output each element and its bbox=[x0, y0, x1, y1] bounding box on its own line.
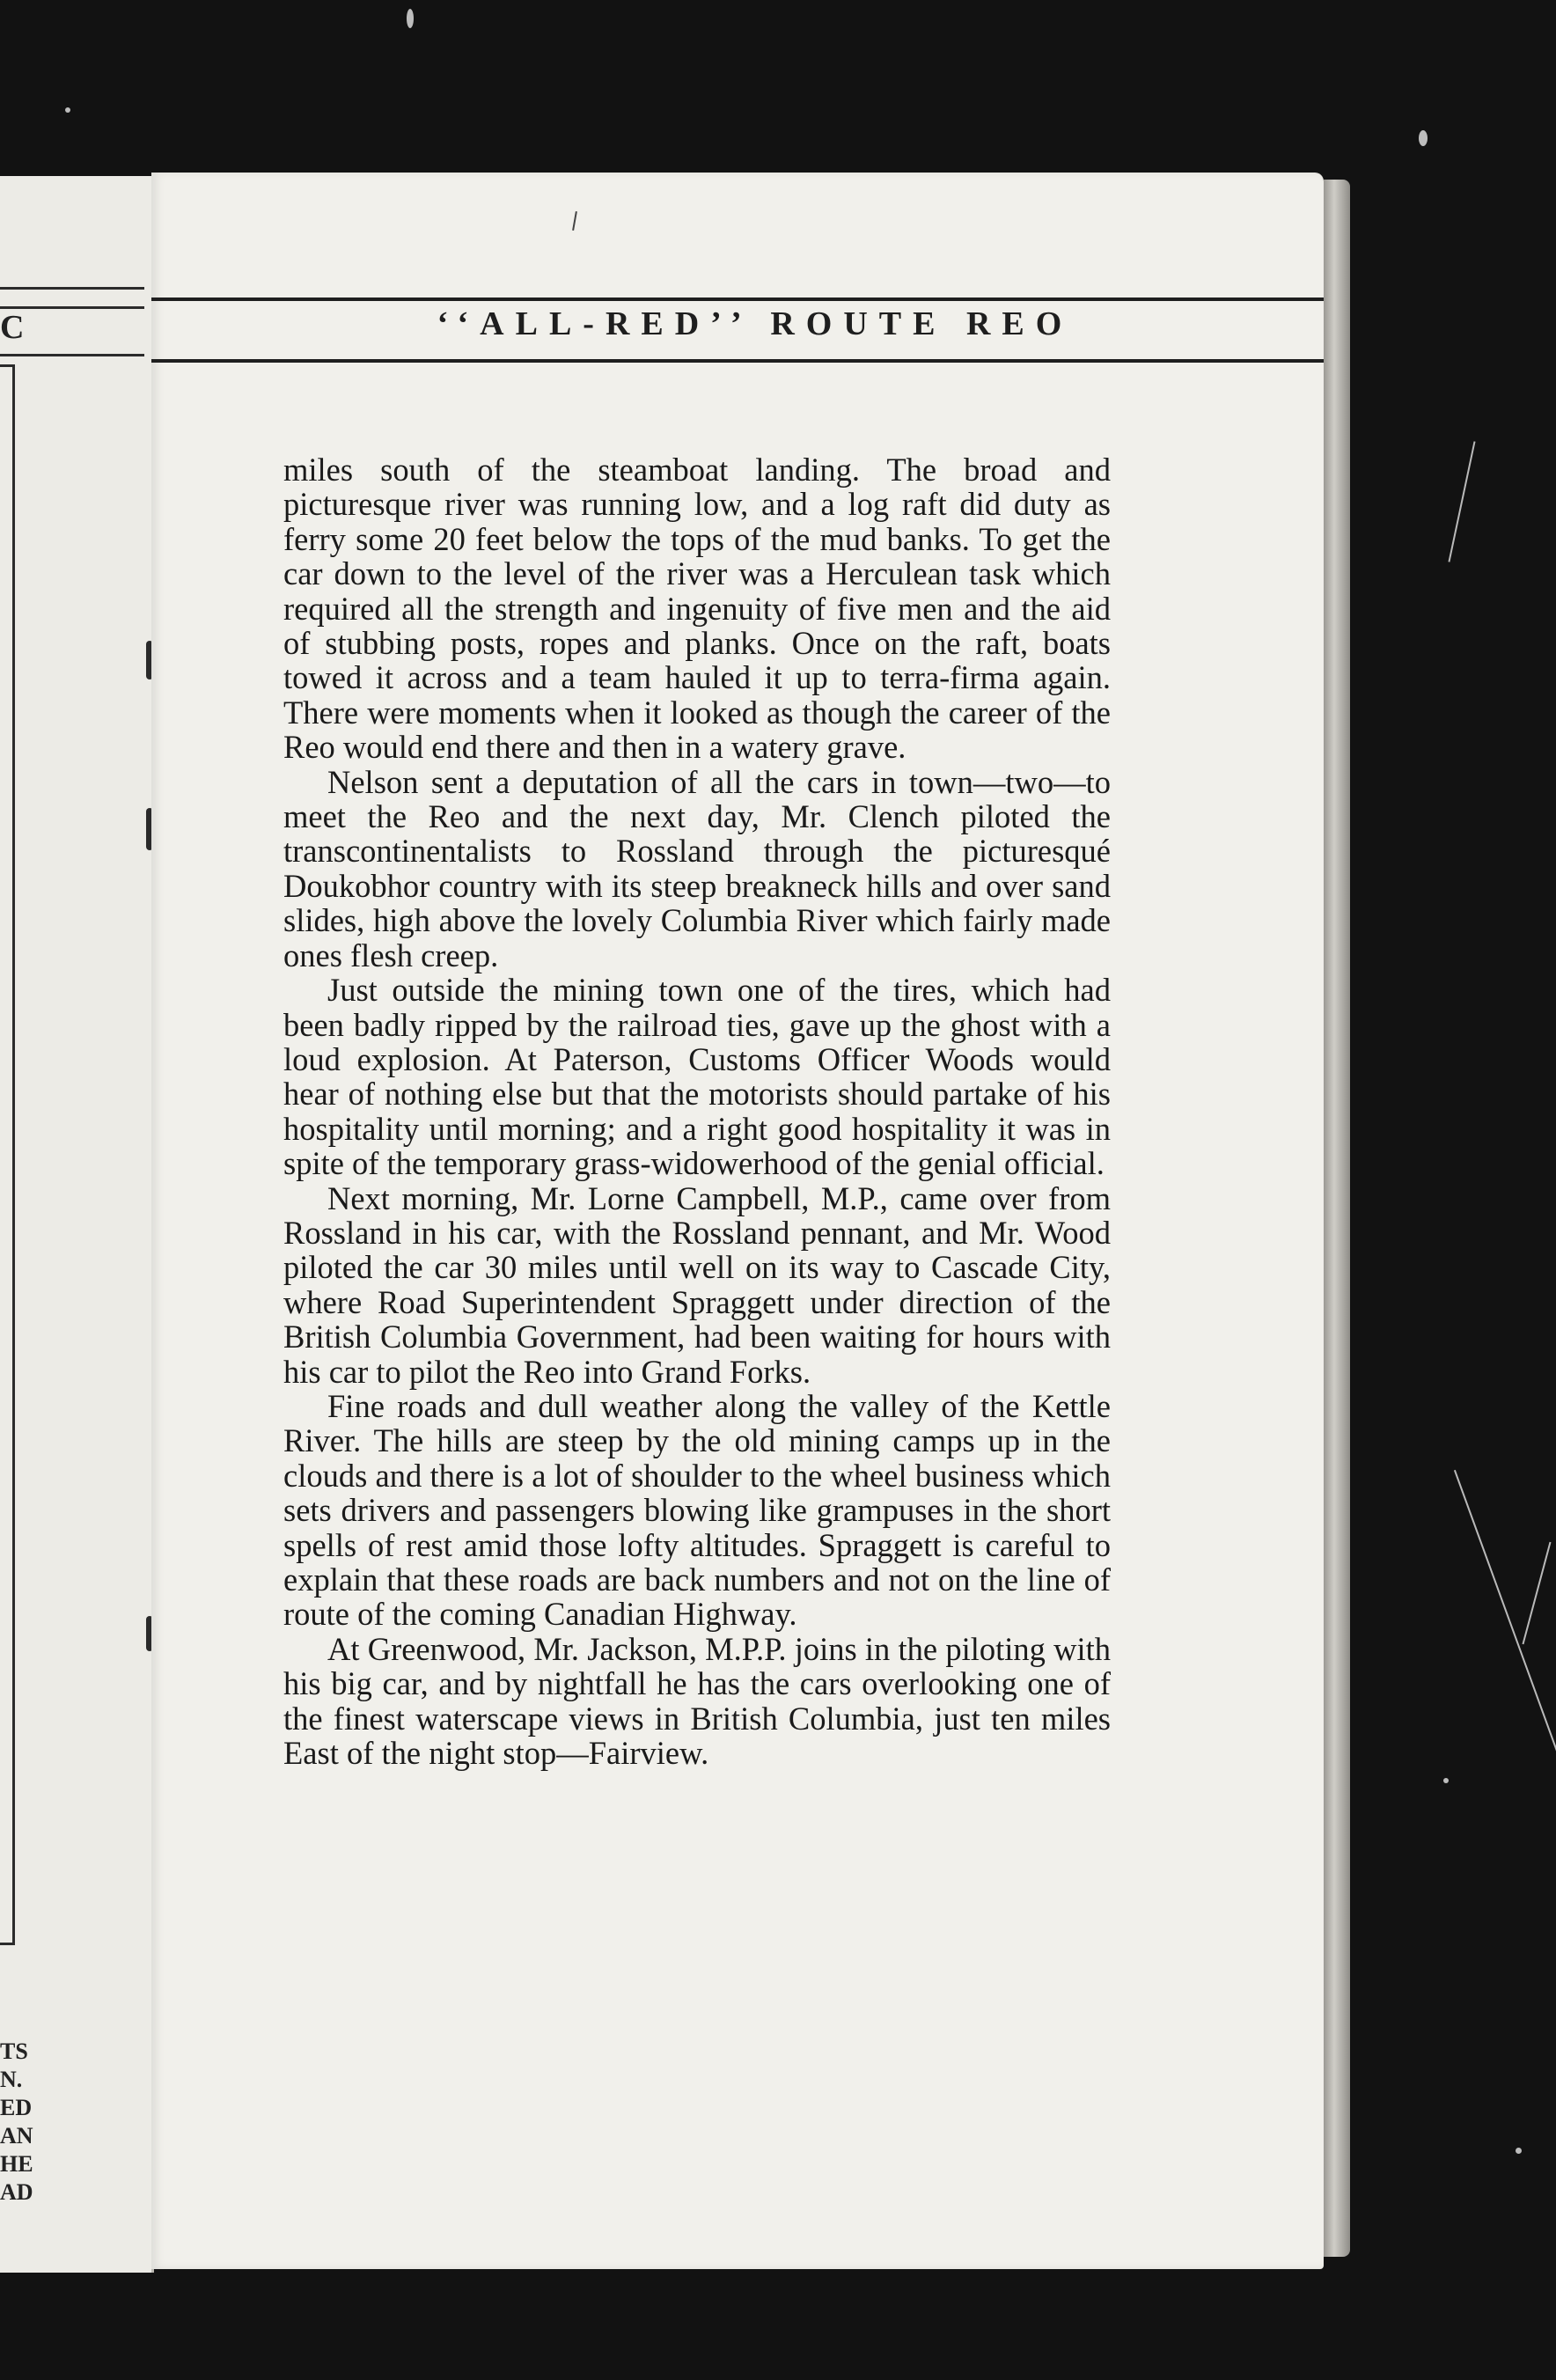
page-body-text bbox=[283, 452, 1111, 1770]
running-head: ‘‘ALL-RED’’ ROUTE REO bbox=[437, 305, 1074, 342]
left-facing-page bbox=[0, 176, 154, 2273]
scan-scratch bbox=[1454, 1470, 1556, 1752]
scan-speck bbox=[1443, 1778, 1449, 1783]
left-page-top-rule bbox=[0, 287, 144, 290]
left-page-edge-words bbox=[0, 2038, 33, 2207]
edge-word: TS bbox=[0, 2038, 28, 2064]
paragraph: miles south of the steamboat landing. The broad and picturesque river was running low, and a log raft did duty as ferry some 20 feet below the tops of the mud banks. To get the car down to the level of the river was a Herculean task which required all the strength and ingenuity of five men and the aid of stubbing posts, ropes and planks. Once on the raft, boats towed it across and a team hauled it up to terra-firma again. There were moments when it looked as though the career of the Reo would end there and then in a watery grave. bbox=[283, 452, 1111, 766]
edge-word: ED bbox=[0, 2095, 33, 2120]
edge-word: HE bbox=[0, 2151, 33, 2177]
paragraph: Nelson sent a deputation of all the cars in town—two—to meet the Reo and the next day, Mr. Clench piloted the transcontinentalists to Rossland through the picturesqué Doukobhor country with its steep breakneck hills and over sand slides, high above the lovely Columbia River which fairly made ones flesh creep. bbox=[283, 763, 1111, 973]
pencil-mark bbox=[572, 211, 577, 231]
edge-word: AN bbox=[0, 2123, 33, 2149]
edge-word: AD bbox=[0, 2179, 33, 2205]
header-top-rule bbox=[151, 298, 1324, 301]
paragraph: Next morning, Mr. Lorne Campbell, M.P., came over from Rossland in his car, with the Rossland pennant, and Mr. Wood piloted the car 30 miles until well on its way to Cascade City, where Road Superintendent Spraggett under direction of the British Columbia Government, had been waiting for hours with his car to pilot the Reo into Grand Forks. bbox=[283, 1179, 1111, 1390]
scan-speck bbox=[1419, 130, 1428, 146]
scan-scratch bbox=[1523, 1542, 1552, 1644]
left-page-frame bbox=[0, 364, 15, 1945]
left-page-bottom-rule bbox=[0, 354, 144, 356]
scan-speck bbox=[407, 9, 414, 28]
edge-word: N. bbox=[0, 2067, 23, 2092]
book-page bbox=[151, 173, 1324, 2269]
scan-speck bbox=[1516, 2148, 1522, 2154]
header-bottom-rule bbox=[151, 359, 1324, 363]
scan-scratch bbox=[1448, 441, 1475, 562]
paragraph: Just outside the mining town one of the tires, which had been badly ripped by the railroad ties, gave up the ghost with a loud explosion. At Paterson, Customs Officer Woods would hear of nothing else but that the motorists should partake of his hospitality until morning; and a right good hospitality it was in spite of the temporary grass-widowerhood of the genial official. bbox=[283, 972, 1111, 1182]
scan-speck bbox=[65, 107, 70, 113]
paragraph: Fine roads and dull weather along the valley of the Kettle River. The hills are steep by the old mining camps up in the clouds and there is a lot of shoulder to the wheel business which sets drivers and passengers blowing like grampuses in the short spells of rest amid those lofty altitudes. Spraggett is careful to explain that these roads are back numbers and not on the line of route of the coming Canadian Highway. bbox=[283, 1387, 1111, 1633]
left-page-heading-fragment: C bbox=[0, 309, 25, 346]
page-stack-edge bbox=[1324, 180, 1350, 2257]
paragraph: At Greenwood, Mr. Jackson, M.P.P. joins in the piloting with his big car, and by nightfall he has the cars overlooking one of the finest waterscape views in British Columbia, just ten miles East of the night stop—Fairview. bbox=[283, 1630, 1111, 1772]
